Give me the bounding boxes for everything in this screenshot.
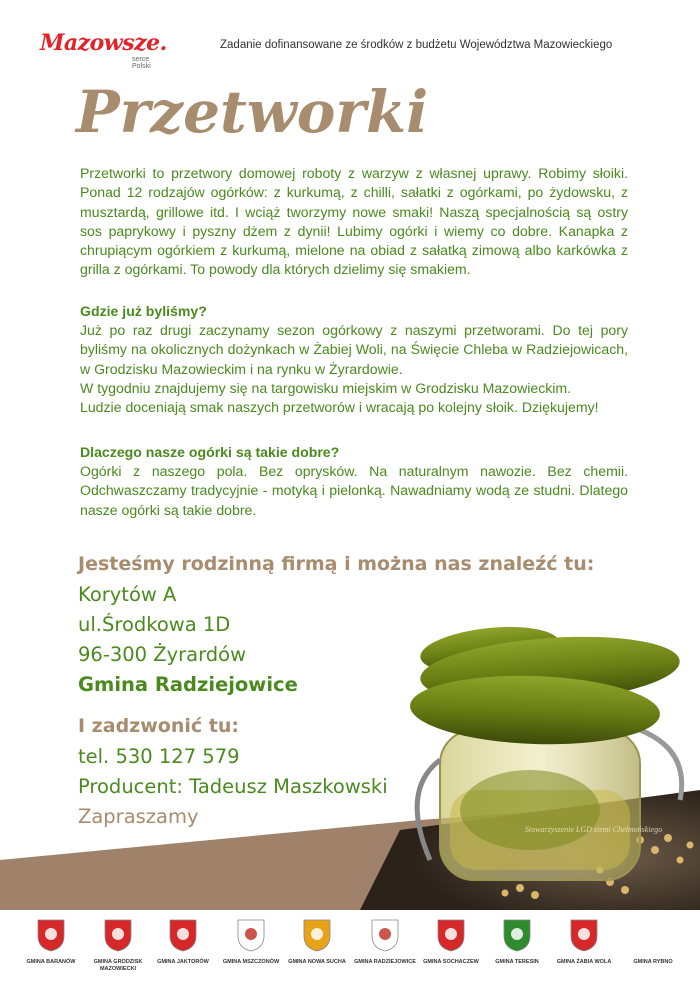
- intro-paragraph: Przetworki to przetwory domowej roboty z warzyw z własnej uprawy. Robimy słoiki. Ponad 12 rodzajów ogórków: z kurkumą, z chilli, sałatki z ogórkami, po żydowsku, z musztardą, grillowe itd. I wciąż tworzymy nowe smaki! Naszą specjalnością są ostry sos paprykowy i pyszny dżem z dynii! Lubimy ogórki i wiemy co dobre. Kanapka z chrupiącym ogórkiem z kurkumą, mielone na obiad z sałatką zimową albo karkówka z grilla z ogórkami. To powody dla których dzielimy się smakiem.: [80, 165, 628, 278]
- gmina-label: GMINA TERESIN: [495, 959, 539, 965]
- gmina-item: [85, 918, 151, 972]
- radziejowice-crest-icon: [370, 918, 400, 952]
- gmina-label: GMINA GRODZISK MAZOWIECKI: [93, 959, 143, 972]
- gmina-label: GMINA BARANÓW: [26, 959, 76, 965]
- gmina-label: GMINA RADZIEJOWICE: [354, 959, 416, 965]
- gmina-name: Gmina Radziejowice: [78, 673, 298, 696]
- section-heading-why: Dlaczego nasze ogórki są takie dobre?: [80, 444, 340, 460]
- gmina-label: GMINA JAKTORÓW: [157, 959, 209, 965]
- mazowsze-logo[interactable]: [40, 30, 167, 70]
- crown-crest-icon: [502, 918, 532, 952]
- address-line-2: ul.Środkowa 1D: [78, 613, 231, 636]
- gmina-item: [352, 918, 418, 966]
- contact-heading-location: Jesteśmy rodzinną firmą i można nas znaleźć tu:: [78, 553, 595, 575]
- gmina-item: [150, 918, 216, 966]
- page-title: Przetworki: [76, 78, 429, 146]
- gmina-item: [284, 918, 350, 966]
- section-heading-where: Gdzie już byliśmy?: [80, 303, 207, 319]
- contact-heading-phone: I zadzwonić tu:: [78, 715, 239, 737]
- horse-crest-icon: [36, 918, 66, 952]
- gmina-item: [218, 918, 284, 966]
- gmina-label: GMINA MSZCZONÓW: [222, 959, 280, 965]
- blank-crest-icon: [638, 918, 668, 952]
- funding-note: Zadanie dofinansowane ze środków z budżetu Województwa Mazowieckiego: [220, 39, 613, 51]
- header: [0, 0, 700, 70]
- gmina-item: [18, 918, 84, 966]
- address-line-1: Korytów A: [78, 583, 177, 606]
- divided-crest-icon: [569, 918, 599, 952]
- bull-crest-icon: [168, 918, 198, 952]
- where-text-a: Już po raz drugi zaczynamy sezon ogórkowy z naszymi przetworami. Do tej pory byliśmy na okolicznych dożynkach w Żabiej Woli, na Święcie Chleba w Radziejowicach, w Grodzisku Mazowieckim i na rynku w Żyrardowie.: [80, 322, 628, 377]
- gmina-label: GMINA SOCHACZEW: [423, 959, 479, 965]
- producer-name: Producent: Tadeusz Maszkowski: [78, 775, 388, 798]
- gmina-item: [418, 918, 484, 966]
- closing-text: Zapraszamy: [78, 805, 199, 828]
- tower-crest-icon: [236, 918, 266, 952]
- gmina-label: GMINA RYBNO: [633, 959, 673, 965]
- logo-tagline: serce Polski: [132, 56, 151, 70]
- gmina-item: [620, 918, 686, 966]
- gmina-label: GMINA ŻABIA WOLA: [556, 959, 612, 965]
- jar-label-text: Stowarzyszenie LGD ziemi Chełmońskiego: [525, 825, 663, 834]
- gmina-item: [484, 918, 550, 966]
- section-text-where: [80, 321, 628, 417]
- quartered-crest-icon: [302, 918, 332, 952]
- arrow-crest-icon: [103, 918, 133, 952]
- phone-number[interactable]: tel. 530 127 579: [78, 745, 240, 768]
- logo-wordmark: Mazowsze.: [40, 30, 167, 56]
- gmina-label: GMINA NOWA SUCHA: [288, 959, 346, 965]
- where-text-b: W tygodniu znajdujemy się na targowisku miejskim w Grodzisku Mazowieckim.: [80, 379, 572, 396]
- where-text-c: Ludzie doceniają smak naszych przetworów i wracają po kolejny słoik. Dziękujemy!: [80, 399, 599, 416]
- section-text-why: Ogórki z naszego pola. Bez oprysków. Na naturalnym nawozie. Bez chemii. Odchwaszczamy tradycyjnie - motyką i pielonką. Nawadniamy wodą ze studni. Dlatego nasze ogórki są takie dobre.: [80, 463, 628, 518]
- address-line-3: 96-300 Żyrardów: [78, 643, 247, 666]
- gmina-item: [551, 918, 617, 966]
- saint-crest-icon: [436, 918, 466, 952]
- gmina-crests-footer: [0, 910, 700, 990]
